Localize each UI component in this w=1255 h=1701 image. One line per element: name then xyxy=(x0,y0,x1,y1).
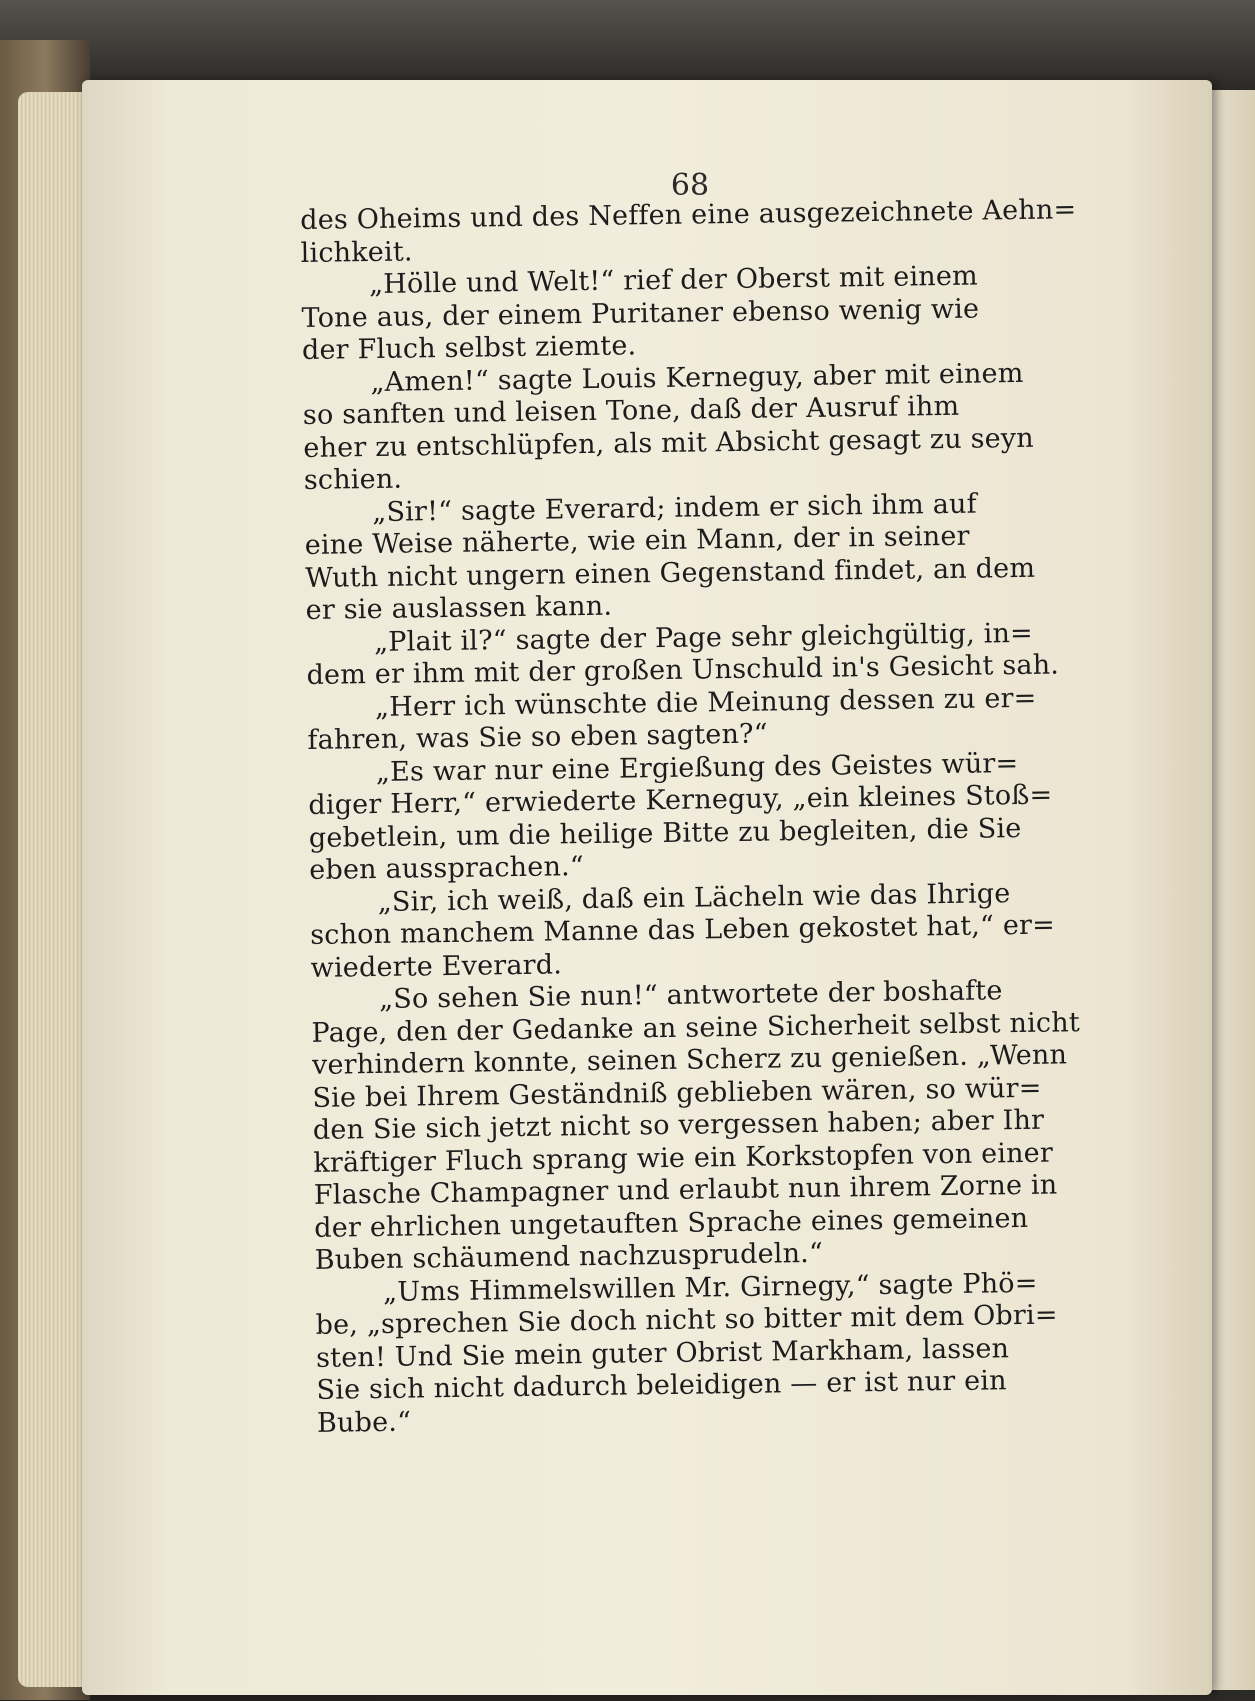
text-line: Sie sich nicht dadurch beleidigen — er ist nur ein xyxy=(316,1365,1007,1406)
text-line: Wuth nicht ungern einen Gegenstand findet, an dem xyxy=(304,552,1036,594)
text-line: er sie auslassen kann. xyxy=(305,590,613,626)
text-line: „Hölle und Welt!“ rief der Oberst mit einem xyxy=(368,260,979,301)
text-line: wiederte Everard. xyxy=(310,948,563,984)
text-line: „Herr ich wünschte die Meinung dessen zu er= xyxy=(374,682,1037,723)
text-line: eher zu entschlüpfen, als mit Absicht gesagt zu seyn xyxy=(303,422,1035,464)
text-line: den Sie sich jetzt nicht so vergessen haben; aber Ihr xyxy=(312,1104,1045,1146)
page-edges xyxy=(18,92,90,1687)
text-line: Bube.“ xyxy=(316,1406,412,1439)
text-line: Sie bei Ihrem Geständniß geblieben wären, so wür= xyxy=(312,1072,1042,1114)
text-line: „Amen!“ sagte Louis Kerneguy, aber mit einem xyxy=(370,357,1024,398)
text-line: „Plait il?“ sagte der Page sehr gleichgültig, in= xyxy=(373,617,1034,658)
text-line: der ehrlichen ungetauften Sprache eines gemeinen xyxy=(314,1202,1029,1244)
page-number: 68 xyxy=(670,168,710,203)
text-line: fahren, was Sie so eben sagten?“ xyxy=(307,718,768,756)
text-line: sten! Und Sie mein guter Obrist Markham, lassen xyxy=(315,1332,1010,1374)
text-line: Flasche Champagner und erlaubt nun ihrem Zorne in xyxy=(313,1169,1058,1211)
text-line: des Oheims und des Neffen eine ausgezeichnete Aehn= xyxy=(300,194,1077,236)
text-line: schien. xyxy=(303,463,403,496)
text-line: kräftiger Fluch sprang wie ein Korkstopfen von einer xyxy=(313,1137,1054,1179)
text-line: schon manchem Manne das Leben gekostet hat,“ er= xyxy=(309,909,1056,951)
page-text xyxy=(300,194,1107,1440)
text-line: eben aussprachen.“ xyxy=(309,851,585,886)
text-line: dem er ihm mit der großen Unschuld in's Gesicht sah. xyxy=(306,649,1060,691)
text-line: „Sir!“ sagte Everard; indem er sich ihm auf xyxy=(372,488,977,528)
text-line: so sanften und leisen Tone, daß der Ausruf ihm xyxy=(302,390,960,431)
text-line: gebetlein, um die heilige Bitte zu begleiten, die Sie xyxy=(308,812,1022,854)
text-line: eine Weise näherte, wie ein Mann, der in seiner xyxy=(304,520,970,561)
text-line: lichkeit. xyxy=(300,235,413,269)
text-line: verhindern konnte, seinen Scherz zu genießen. „Wenn xyxy=(311,1039,1068,1081)
text-line: Page, den der Gedanke an seine Sicherheit selbst nicht xyxy=(311,1006,1081,1049)
text-line: der Fluch selbst ziemte. xyxy=(301,330,637,366)
text-line: diger Herr,“ erwiederte Kerneguy, „ein kleines Stoß= xyxy=(308,779,1053,821)
text-line: Buben schäumend nachzusprudeln.“ xyxy=(314,1237,824,1276)
text-line: „Es war nur eine Ergießung des Geistes wür= xyxy=(375,747,1019,788)
text-line: Tone aus, der einem Puritaner ebenso wenig wie xyxy=(301,293,980,334)
text-line: „Sir, ich weiß, daß ein Lächeln wie das Ihrige xyxy=(377,877,1011,918)
text-line: „So sehen Sie nun!“ antwortete der boshafte xyxy=(378,975,1003,1015)
facing-page-edge xyxy=(1205,90,1255,1690)
text-line: „Ums Himmelswillen Mr. Girnegy,“ sagte Phö= xyxy=(382,1267,1038,1308)
text-line: be, „sprechen Sie doch nicht so bitter mit dem Obri= xyxy=(315,1299,1058,1341)
